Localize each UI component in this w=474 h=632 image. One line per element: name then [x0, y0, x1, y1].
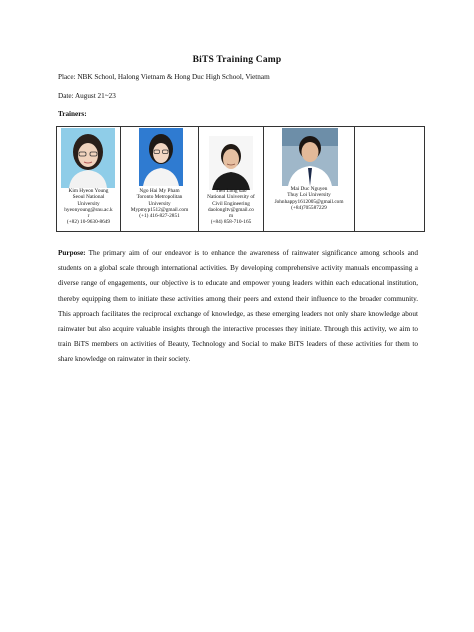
- trainer-line: (+84)705587229: [291, 204, 327, 211]
- trainer-line: (+82) 10-9630-8649: [66, 219, 111, 226]
- trainer-line: (+1) 416-827-2851: [139, 213, 180, 220]
- trainer-photo-2: [139, 128, 183, 186]
- trainer-caption-2: [121, 188, 198, 219]
- trainer-line: daolongltv@gmail.co: [208, 206, 254, 213]
- trainer-line: University: [77, 200, 100, 207]
- trainers-table: [56, 126, 425, 232]
- trainers-row: [57, 127, 425, 232]
- trainer-caption-3: [199, 188, 263, 226]
- trainer-line: (+84) 858-710-165: [210, 219, 252, 226]
- purpose-paragraph: [58, 246, 418, 368]
- trainer-line: Mypmyp1512@gmail.com: [130, 206, 189, 213]
- trainer-cell-1: [57, 127, 121, 232]
- purpose-label: Purpose:: [58, 249, 86, 257]
- trainer-caption-1: [57, 188, 120, 226]
- trainer-line: Ngo Hai My Pham: [139, 188, 180, 194]
- trainer-line: hyeonyoung@snu.ac.k: [64, 206, 113, 213]
- trainer-line: Civil Engineering: [212, 200, 250, 207]
- trainer-photo-3: [209, 136, 253, 190]
- document-title: BiTS Training Camp: [192, 55, 282, 65]
- trainer-line: r: [87, 213, 90, 220]
- trainer-line: National University of: [207, 194, 255, 201]
- trainer-line: Johnhappy1612005@gmail.com: [274, 198, 344, 205]
- trainer-line: Toronto Metropolitan: [136, 194, 183, 201]
- purpose-text: The primary aim of our endeavor is to enhance the awareness of rainwater significance among schools and students on a global scale through international activities. By developing comprehensive activity manuals encompassing a diverse range of engagements, our objective is to educate and empower young leaders within each educational institution, thereby equipping them to initiate these activities among their peers and extend their influence to the broader community. This approach facilitates the reciprocal exchange of knowledge, as these emerging leaders not only share knowledge about rainwater but also acquire valuable insights through the interactive processes they initiate. Through this activity, we aim to train BiTS members on activities of Beauty, Technology and Social to make BiTS leaders of these activities for them to share knowledge on rainwater in their society.: [58, 249, 418, 364]
- trainer-cell-3: [199, 127, 264, 232]
- trainer-line: University: [148, 200, 171, 207]
- empty-cell: [355, 127, 425, 232]
- trainer-line: Seoul National: [72, 194, 105, 201]
- trainers-heading: Trainers:: [58, 110, 87, 118]
- trainer-cell-2: [121, 127, 199, 232]
- trainer-line: m: [228, 213, 234, 220]
- trainer-line: Tien Long dao: [215, 188, 247, 194]
- date-line: Date: August 21~23: [58, 92, 116, 100]
- trainer-photo-1: [61, 128, 115, 188]
- trainer-caption-4: [264, 186, 354, 211]
- trainer-line: Mai Duc Nguyen: [290, 186, 328, 192]
- trainer-line: Kim Hyeon Young: [68, 188, 109, 194]
- place-line: Place: NBK School, Halong Vietnam & Hong Duc High School, Vietnam: [58, 73, 270, 81]
- trainer-photo-4: [282, 128, 338, 186]
- trainer-line: Thuy Loi University: [287, 192, 331, 199]
- trainer-cell-4: [264, 127, 355, 232]
